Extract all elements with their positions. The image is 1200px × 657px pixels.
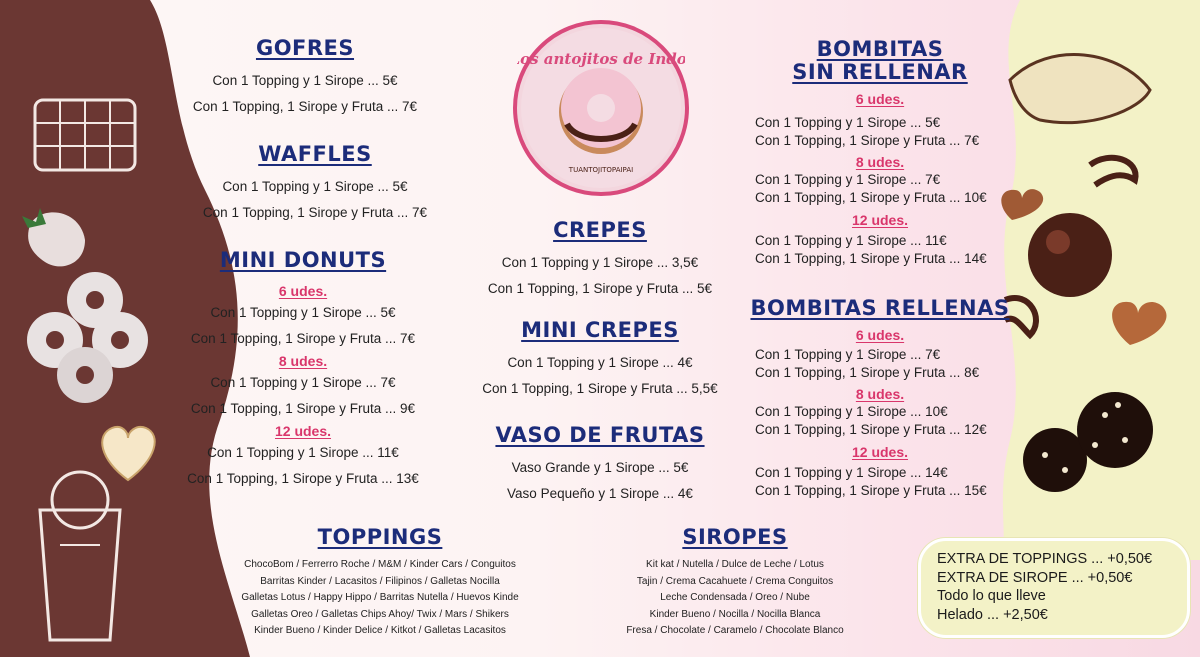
- siropes-title: SIROPES: [682, 525, 788, 549]
- crepes-item: Con 1 Topping y 1 Sirope ... 3,5€: [501, 255, 699, 270]
- gofres-section: [165, 36, 445, 120]
- vaso-frutas-title: VASO DE FRUTAS: [495, 423, 705, 447]
- chocolate-ball-icon: [1028, 213, 1112, 297]
- bombitas-rellenas-section: [745, 296, 1015, 500]
- waffles-item: Con 1 Topping y 1 Sirope ... 5€: [222, 179, 408, 194]
- bombitas-sin-title: BOMBITAS: [816, 37, 944, 61]
- waffles-title: WAFFLES: [258, 142, 372, 166]
- bombitas-rellenas-item: Con 1 Topping y 1 Sirope ... 14€: [755, 465, 948, 480]
- bombitas-sin-section: [745, 38, 1015, 268]
- mini-donuts-item: Con 1 Topping, 1 Sirope y Fruta ... 7€: [190, 331, 416, 346]
- crepes-section: [460, 218, 740, 302]
- mini-donuts-group-label: 6 udes.: [278, 283, 328, 299]
- bombitas-sin-item: Con 1 Topping y 1 Sirope ... 5€: [755, 115, 941, 130]
- crepes-item: Con 1 Topping, 1 Sirope y Fruta ... 5€: [487, 281, 713, 296]
- mini-donuts-item: Con 1 Topping y 1 Sirope ... 11€: [207, 445, 399, 460]
- bombitas-sin-item: Con 1 Topping y 1 Sirope ... 7€: [755, 172, 941, 187]
- mini-donuts-title: MINI DONUTS: [219, 248, 387, 272]
- mini-donuts-item: Con 1 Topping y 1 Sirope ... 5€: [210, 305, 396, 320]
- siropes-line: Tajin / Crema Cacahuete / Crema Conguitos: [636, 575, 834, 587]
- mini-crepes-item: Con 1 Topping, 1 Sirope y Fruta ... 5,5€: [482, 381, 718, 396]
- toppings-title: TOPPINGS: [317, 525, 443, 549]
- waffles-item: Con 1 Topping, 1 Sirope y Fruta ... 7€: [202, 205, 428, 220]
- siropes-section: [590, 525, 880, 640]
- extra-line: EXTRA DE SIROPE ... +0,50€: [937, 569, 1133, 586]
- bombitas-rellenas-item: Con 1 Topping y 1 Sirope ... 7€: [755, 347, 941, 362]
- brand-logo: [513, 20, 689, 196]
- siropes-line: Leche Condensada / Oreo / Nube: [660, 592, 810, 603]
- gofres-item: Con 1 Topping, 1 Sirope y Fruta ... 7€: [192, 99, 418, 114]
- waffles-section: [165, 142, 465, 226]
- bombitas-sin-item: Con 1 Topping, 1 Sirope y Fruta ... 10€: [755, 190, 987, 205]
- bombitas-rellenas-item: Con 1 Topping y 1 Sirope ... 10€: [755, 404, 948, 419]
- bombitas-sin-item: Con 1 Topping y 1 Sirope ... 11€: [755, 233, 947, 248]
- mini-crepes-item: Con 1 Topping y 1 Sirope ... 4€: [507, 355, 693, 370]
- toppings-line: Galletas Oreo / Galletas Chips Ahoy/ Twix / Mars / Shikers: [251, 608, 509, 620]
- toppings-line: ChocoBom / Ferrerro Roche / M&M / Kinder Cars / Conguitos: [244, 559, 516, 570]
- bombitas-sin-group-label: 12 udes.: [851, 212, 909, 228]
- extra-line: EXTRA DE TOPPINGS ... +0,50€: [937, 551, 1153, 567]
- toppings-section: [210, 525, 550, 640]
- mini-crepes-section: [460, 318, 740, 402]
- extra-line: Helado ... +2,50€: [937, 606, 1048, 623]
- bombitas-rellenas-group-label: 8 udes.: [855, 386, 905, 402]
- crepes-title: CREPES: [553, 218, 647, 242]
- bombitas-sin-item: Con 1 Topping, 1 Sirope y Fruta ... 7€: [755, 133, 980, 148]
- mini-donuts-item: Con 1 Topping y 1 Sirope ... 7€: [210, 375, 396, 390]
- bombitas-rellenas-group-label: 12 udes.: [851, 444, 909, 460]
- extra-line: Todo lo que lleve: [937, 588, 1046, 604]
- mini-donuts-item: Con 1 Topping, 1 Sirope y Fruta ... 13€: [187, 471, 419, 486]
- bombitas-rellenas-item: Con 1 Topping, 1 Sirope y Fruta ... 15€: [755, 483, 987, 498]
- gofres-title: GOFRES: [255, 36, 355, 60]
- bombitas-rellenas-group-label: 6 udes.: [855, 327, 905, 343]
- extras-box: [918, 538, 1190, 638]
- siropes-line: Kit kat / Nutella / Dulce de Leche / Lotus: [646, 559, 824, 570]
- bombitas-sin-item: Con 1 Topping, 1 Sirope y Fruta ... 14€: [755, 251, 987, 266]
- siropes-line: Kinder Bueno / Nocilla / Nocilla Blanca: [649, 608, 821, 620]
- bombitas-sin-group-label: 6 udes.: [855, 91, 905, 107]
- mini-donuts-item: Con 1 Topping, 1 Sirope y Fruta ... 9€: [190, 401, 416, 416]
- vaso-frutas-item: Vaso Pequeño y 1 Sirope ... 4€: [507, 486, 693, 501]
- mini-donuts-group-label: 8 udes.: [278, 353, 328, 369]
- toppings-line: Galletas Lotus / Happy Hippo / Barritas Nutella / Huevos Kinde: [241, 592, 519, 603]
- vaso-frutas-item: Vaso Grande y 1 Sirope ... 5€: [511, 460, 689, 475]
- logo-brand-text: Los antojitos de Indoi: [517, 50, 685, 68]
- bombitas-rellenas-item: Con 1 Topping, 1 Sirope y Fruta ... 12€: [755, 422, 987, 437]
- toppings-line: Barritas Kinder / Lacasitos / Filipinos / Galletas Nocilla: [260, 575, 500, 587]
- mini-crepes-title: MINI CREPES: [521, 318, 679, 342]
- vaso-frutas-section: [460, 423, 740, 507]
- bombitas-rellenas-item: Con 1 Topping, 1 Sirope y Fruta ... 8€: [755, 365, 980, 380]
- gofres-item: Con 1 Topping y 1 Sirope ... 5€: [212, 73, 398, 88]
- bombitas-sin-title: SIN RELLENAR: [792, 60, 968, 84]
- mini-donuts-section: [158, 248, 448, 492]
- logo-handle-text: TUANTOJITOPAIPAI: [568, 166, 634, 174]
- bombitas-rellenas-title: BOMBITAS RELLENAS: [750, 296, 1010, 320]
- mini-donuts-group-label: 12 udes.: [274, 423, 332, 439]
- bombitas-sin-group-label: 8 udes.: [855, 154, 905, 170]
- toppings-line: Kinder Bueno / Kinder Delice / Kitkot / Galletas Lacasitos: [254, 625, 506, 636]
- siropes-line: Fresa / Chocolate / Caramelo / Chocolate Blanco: [626, 625, 844, 636]
